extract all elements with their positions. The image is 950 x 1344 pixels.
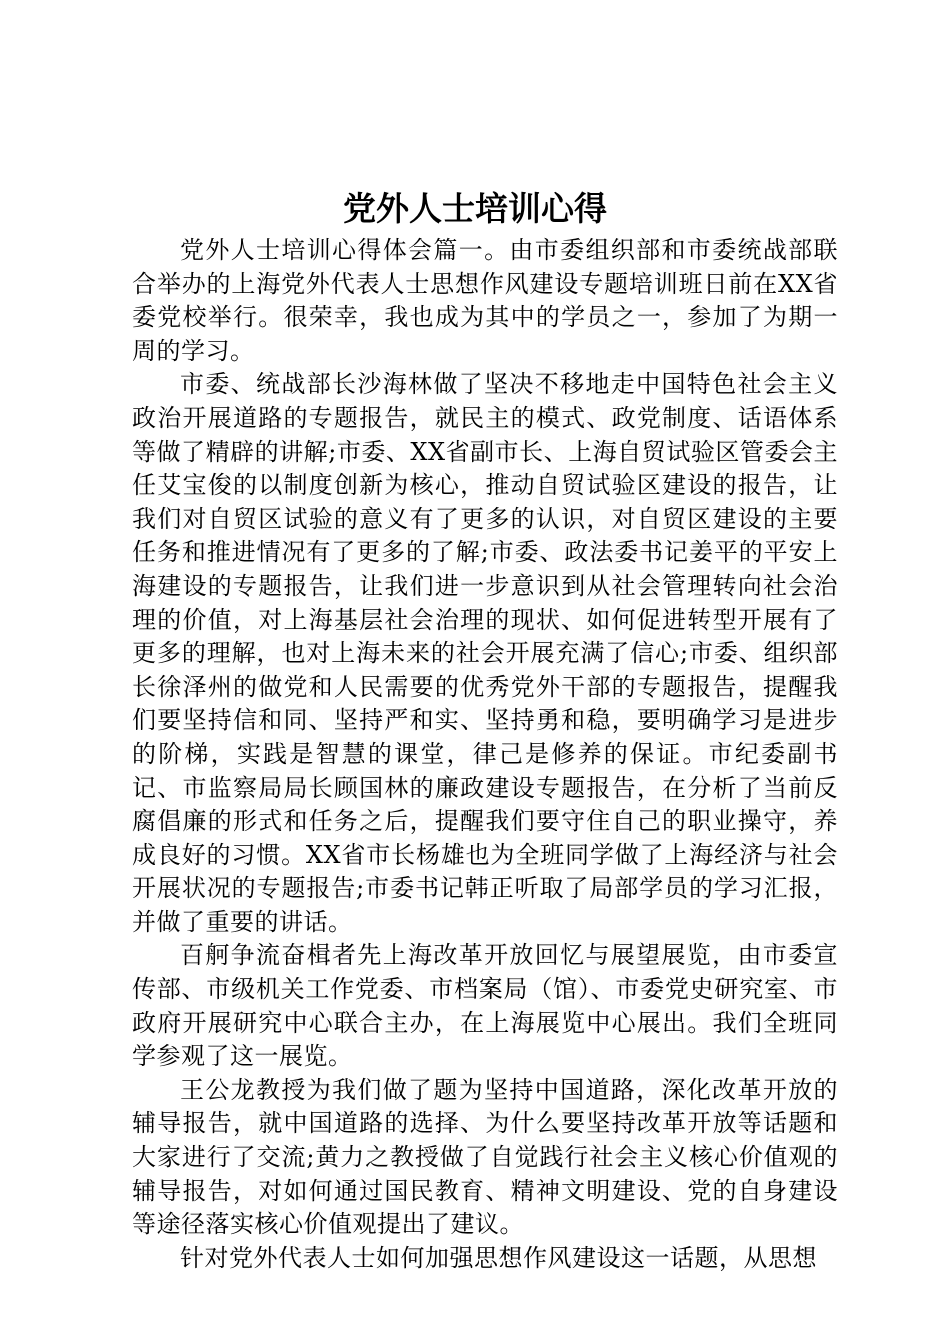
document-title: 党外人士培训心得 xyxy=(343,189,607,228)
document-body xyxy=(132,234,838,1275)
paragraph-1: 党外人士培训心得体会篇一。由市委组织部和市委统战部联合举办的上海党外代表人士思想作风建设专题培训班日前在XX省委党校举行。很荣幸，我也成为其中的学员之一，参加了为期一周的学习。 xyxy=(132,236,838,365)
paragraph-5: 针对党外代表人士如何加强思想作风建设这一话题，从思想 xyxy=(180,1243,817,1272)
paragraph-4: 王公龙教授为我们做了题为坚持中国道路，深化改革开放的辅导报告，就中国道路的选择、为什么要坚持改革开放等话题和大家进行了交流;黄力之教授做了自觉践行社会主义核心价值观的辅导报告，对如何通过国民教育、精神文明建设、党的自身建设等途径落实核心价值观提出了建议。 xyxy=(132,1075,838,1239)
paragraph-3: 百舸争流奋楫者先上海改革开放回忆与展望展览，由市委宣传部、市级机关工作党委、市档案局（馆）、市委党史研究室、市政府开展研究中心联合主办，在上海展览中心展出。我们全班同学参观了这一展览。 xyxy=(132,941,838,1071)
paragraph-2: 市委、统战部长沙海林做了坚决不移地走中国特色社会主义政治开展道路的专题报告，就民主的模式、政党制度、话语体系等做了精辟的讲解;市委、XX省副市长、上海自贸试验区管委会主任艾宝俊的以制度创新为核心，推动自贸试验区建设的报告，让我们对自贸区试验的意义有了更多的认识，对自贸区建设的主要任务和推进情况有了更多的了解;市委、政法委书记姜平的平安上海建设的专题报告，让我们进一步意识到从社会管理转向社会治理的价值，对上海基层社会治理的现状、如何促进转型开展有了更多的理解，也对上海未来的社会开展充满了信心;市委、组织部长徐泽州的做党和人民需要的优秀党外干部的专题报告，提醒我们要坚持信和同、坚持严和实、坚持勇和稳，要明确学习是进步的阶梯，实践是智慧的课堂，律己是修养的保证。市纪委副书记、市监察局局长顾国林的廉政建设专题报告，在分析了当前反腐倡廉的形式和任务之后，提醒我们要守住自己的职业操守，养成良好的习惯。XX省市长杨雄也为全班同学做了上海经济与社会开展状况的专题报告;市委书记韩正听取了局部学员的学习汇报，并做了重要的讲话。 xyxy=(132,370,838,936)
